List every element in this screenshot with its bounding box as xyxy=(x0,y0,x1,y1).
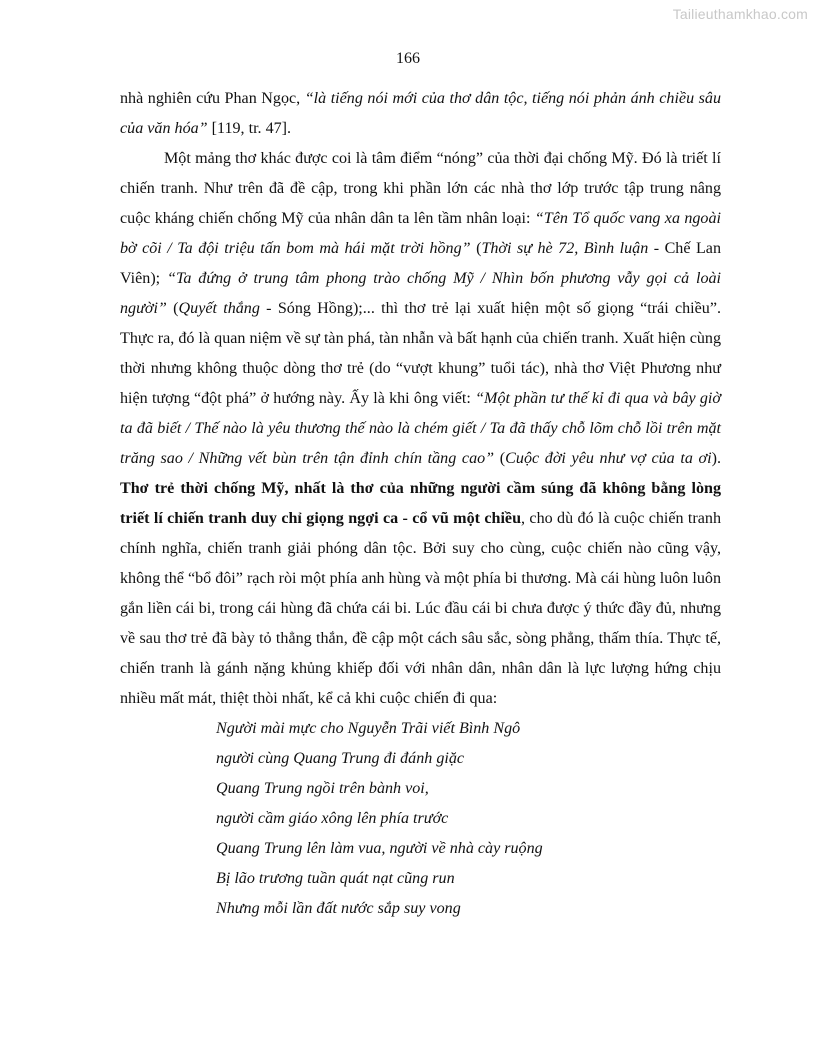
poem-line: Quang Trung lên làm vua, người về nhà cày ruộng xyxy=(216,840,543,857)
watermark: Tailieuthamkhao.com xyxy=(672,6,808,22)
poem-line: người cùng Quang Trung đi đánh giặc xyxy=(216,750,465,767)
paragraph-1 xyxy=(120,84,721,144)
poem-line: Quang Trung ngồi trên bành voi, xyxy=(216,780,429,797)
source-title: Cuộc đời yêu như vợ của ta ơi xyxy=(505,450,712,467)
citation: [119, tr. 47]. xyxy=(207,120,292,137)
text-run: ( xyxy=(470,240,482,257)
text-run: ). xyxy=(711,450,721,467)
quotation: “Tên Tổ quốc vang xa ngoài bờ cõi / Ta đội triệu tấn bom mà hái mặt trời hồng” xyxy=(120,210,721,257)
text-run: - Chế Lan Viên); xyxy=(120,240,721,287)
text-run: , cho dù đó là cuộc chiến tranh chính nghĩa, chiến tranh giải phóng dân tộc. Bởi suy cho cùng, cuộc chiến nào cũng vậy, không thể “bổ đôi” rạch ròi một phía anh hùng và một phía bi thương. Mà cái hùng luôn luôn gắn liền cái bi, trong cái hùng đã chứa cái bi. Lúc đầu cái bi chưa được ý thức đầy đủ, nhưng về sau thơ trẻ đã bày tỏ thẳng thắn, đề cập một cách sâu sắc, sòng phẳng, thấm thía. Thực tế, chiến tranh là gánh nặng khủng khiếp đối với nhân dân, nhân dân là lực lượng hứng chịu nhiều mất mát, thiệt thòi nhất, kể cả khi cuộc chiến đi qua: xyxy=(120,510,721,707)
text-run: ( xyxy=(166,300,179,317)
source-title: Quyết thắng xyxy=(178,300,260,317)
paragraph-2 xyxy=(120,144,721,714)
text-run: Một mảng thơ khác được coi là tâm điểm “nóng” của thời đại chống Mỹ. Đó là triết lí chiến tranh. Như trên đã đề cập, trong khi phần lớn các nhà thơ lớp trước tập trung nâng cuộc kháng chiến chống Mỹ của nhân dân ta lên tầm nhân loại: xyxy=(120,150,721,227)
poem-line: người cầm giáo xông lên phía trước xyxy=(216,810,449,827)
poem-line: Nhưng mỗi lần đất nước sắp suy vong xyxy=(216,900,461,917)
source-title: Thời sự hè 72, Bình luận xyxy=(481,240,649,257)
poem-line: Bị lão trương tuần quát nạt cũng run xyxy=(216,870,455,887)
poem-line: Người mài mực cho Nguyễn Trãi viết Bình Ngô xyxy=(216,720,521,737)
text-run: ( xyxy=(494,450,506,467)
bold-emphasis: Thơ trẻ thời chống Mỹ, nhất là thơ của những người cầm súng đã không bằng lòng triết lí chiến tranh duy chỉ giọng ngợi ca - cổ vũ một chiều xyxy=(120,480,721,527)
quotation: “Một phần tư thế kỉ đi qua và bây giờ ta đã biết / Thế nào là yêu thương thế nào là chém giết / Ta đã thấy chỗ lõm chỗ lồi trên mặt trăng sao / Những vết bùn trên tận đỉnh chín tầng cao” xyxy=(120,390,721,467)
page-number: 166 xyxy=(396,50,420,67)
poem-block xyxy=(120,714,721,924)
quotation: “Ta đứng ở trung tâm phong trào chống Mỹ / Nhìn bốn phương vẫy gọi cả loài người” xyxy=(120,270,722,317)
body-text xyxy=(120,84,721,924)
quotation: “là tiếng nói mới của thơ dân tộc, tiếng nói phản ánh chiều sâu của văn hóa” xyxy=(120,90,722,137)
text-run: - Sóng Hồng);... thì thơ trẻ lại xuất hiện một số giọng “trái chiều”. Thực ra, đó là quan niệm về sự tàn phá, tàn nhẫn và bất hạnh của chiến tranh. Xuất hiện cùng thời nhưng không thuộc dòng thơ trẻ (do “vượt khung” tuổi tác), nhà thơ Việt Phương như hiện tượng “đột phá” ở hướng này. Ấy là khi ông viết: xyxy=(120,300,721,407)
text-run: nhà nghiên cứu Phan Ngọc, xyxy=(120,90,305,107)
